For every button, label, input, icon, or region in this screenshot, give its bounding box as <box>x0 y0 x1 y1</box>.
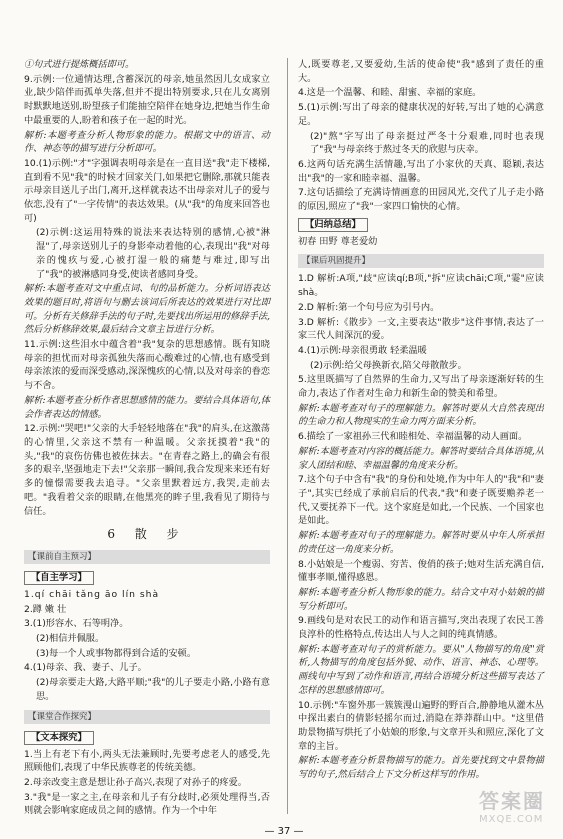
text-answer-4: 4.这是一个温馨、和睦、甜蜜、幸福的家庭。 <box>298 87 482 99</box>
practice-5: 5.这里既描写了自然界的生命力,又写出了母亲逐渐好转的生命力,表达了作者对生命力和新生命的赞美和希望。 <box>298 374 544 400</box>
text-answer-3-cont: 人,既要尊老,又要爱幼,生活的使命使"我"感到了责任的重大。 <box>298 59 544 84</box>
practice-1: 1.D 解析:A项,"歧"应读qí;B项,"拆"应读chāi;C项,"霎"应读shà。 <box>298 273 544 299</box>
answer-9: 9.示例:一位通情达理,含蓄深沉的母亲,她虽然因儿女成家立业,缺少陪伴而孤单失落,但并不提出特别要求,只在儿女离别时默默地送别,盼望孩子们能抽空陪伴在她身边,把她当作生命中最重要的人,盼着和孩子在一起的时光。 <box>24 73 270 126</box>
practice-8: 8.小姑娘是一个瘦弱、穷苦、俊俏的孩子;她对生活充满自信,懂事孝顺,懂得感恩。 <box>298 558 544 584</box>
answer-pinyin: 1.qí chāi tǎng āo lín shà <box>24 588 160 600</box>
site-watermark <box>479 785 545 825</box>
practice-9-analysis: 解析:本题考查对句子的赏析能力。要从"人物描写的角度"赏析,人物描写的角度包括外貌、动作、语言、神态、心理等。画线句中写到了动作和语言,再结合语境分析这些描写表达了怎样的思想感情即可。 <box>298 643 544 696</box>
watermark-text: 答案圈 <box>479 789 545 813</box>
section-tab-preview: 【课前自主预习】 <box>24 550 270 564</box>
analysis-10: 解析:本题考查对文中重点词、句的品析能力。分析词语表达效果的题目时,将语句与删去该词后所表达的效果进行对比即可。分析有关修辞手法的句子时,先要找出所运用的修辞手法,然后分析修辞效果,最后结合文章主旨进行分析。 <box>24 283 270 336</box>
watermark-url: MXQE.COM <box>479 814 544 825</box>
text-answer-5-1: 5.(1)示例:写出了母亲的健康状况的好转,写出了她的心满意足。 <box>298 102 544 127</box>
practice-3: 3.D 解析:《散步》一文,主要表达"散步"这件事情,表达了一家三代人间深沉的爱。 <box>298 316 544 342</box>
practice-5-analysis: 解析:本题考查对句子的理解能力。解答时要从大自然表现出的生命力和人物现实的生命力两方面来分析。 <box>298 402 544 428</box>
answer-3-2: (2)相信并佩服。 <box>36 633 105 645</box>
analysis-11: 解析:本题考查分析作者思想感情的能力。要结合具体语句,体会作者表达的情感。 <box>24 394 270 420</box>
text-answer-3: 3."我"是一家之主,在母亲和儿子有分歧时,必须处理得当,否则就会影响家庭成员之间的感情。作为一个中年 <box>24 791 270 817</box>
practice-2: 2.D 解析:第一个句号应为引号内。 <box>298 301 440 313</box>
text-answer-7: 7.这句话描绘了充满诗情画意的田园风光,交代了儿子走小路的原因,照应了"我"一家四口愉快的心情。 <box>298 187 544 213</box>
right-column <box>298 58 544 783</box>
column-divider <box>287 58 288 814</box>
section-label-self-study: 【自主学习】 <box>24 571 94 585</box>
page-content <box>24 58 544 837</box>
practice-10: 10.示例:"车窗外那一簇簇漫山遍野的野百合,静静地从灌木丛中探出素白的倩影轻摇尔而过,消隐在莽莽群山中。"这里借助景物描写烘托了小姑娘的形象,与文章开头和照应,深化了文章的主旨。 <box>298 699 544 752</box>
section-label-summary: 【归纳总结】 <box>298 218 368 232</box>
answer-characters: 2.蹲 嫩 壮 <box>24 603 67 615</box>
practice-10-analysis: 解析:本题考查分析景物描写的能力。首先要找到文中景物描写的句子,然后结合上下文分析这样写的作用。 <box>298 755 544 781</box>
answer-10-1: 10.(1)示例:"才"字强调表明母亲是在一直目送"我"走下楼梯,直到看不见"我"的时候才回家关门,如果把它删除,那就只能表示母亲目送儿子出门,离开,这样就表达不出母亲对儿子的爱与依恋,没有了"一字传情"的表达效果。(从"我"的角度来回答也可) <box>24 157 270 224</box>
practice-8-analysis: 解析:本题考查分析人物形象的能力。结合文中对小姑娘的描写分析即可。 <box>298 586 544 612</box>
left-column <box>24 58 270 819</box>
answer-12: 12.示例:"哭吧!"父亲的大手轻轻地落在"我"的肩头,在这激荡的心情里,父亲这不禁有一种温暖。父亲抚摸着"我"的头,"我"的哀伤仿佛也被佐抹去。"在青春之路上,的确会有很多的艰辛,坚强地走下去!"父亲那一瞬间,我合发现来来还有好多的憧憬需要我去追寻。"父亲里默着远方,我哭,走前去吧。"我看着父亲的眼睛,在他黑亮的眸子里,我看见了期待与信任。 <box>24 423 270 517</box>
text-answer-2: 2.母亲改变主意是想让孙子高兴,表现了对孙子的疼爱。 <box>24 776 247 788</box>
answer-4-2: (2)母亲要走大路,大路平顺;"我"的儿子要走小路,小路有意思。 <box>36 677 270 702</box>
practice-9: 9.画线句是对农民工的动作和语言描写,突出表现了农民工善良淳朴的性格特点,传达出人与人之间的纯真情感。 <box>298 615 544 641</box>
section-tab-consolidation: 【课后巩固提升】 <box>298 254 544 268</box>
text-answer-1: 1.当上有老下有小,两头无法兼顾时,先要考虑老人的感受,先照顾他们,表现了中华民族尊老的传统美德。 <box>24 748 270 774</box>
answer-11: 11.示例:这些泪水中蕴含着"我"复杂的思想感情。既有知晓母亲的担忧而对母亲孤独失落而心酸难过的心情,也有感受到母亲浓浓的爱而深受感动,深深愧疚的心情,以及对母亲的眷恋与不舍。 <box>24 339 270 392</box>
practice-4-2: (2)示例:给父母换新衣,陪父母散散步。 <box>310 359 467 371</box>
practice-6: 6.描绘了一家祖孙三代和睦相处、幸福温馨的动人画面。 <box>298 431 528 443</box>
summary-keywords: 初春 田野 尊老爱幼 <box>298 235 378 247</box>
lesson-title: 6 散 步 <box>107 527 187 542</box>
section-label-text-study: 【文本探究】 <box>24 731 94 745</box>
text-answer-6: 6.这两句话充满生活情趣,写出了小家伙的天真、聪颖,表达出"我"的一家和睦幸福、温馨。 <box>298 158 544 184</box>
answer-3-3: (3)每一个人或事物都得到合适的安顿。 <box>36 647 197 659</box>
practice-4-1: 4.(1)示例:母亲很勇敢 轻柔温暖 <box>298 344 427 356</box>
practice-7-analysis: 解析:本题考查对句子的理解能力。解答时要从中年人所承担的责任这一角度来分析。 <box>298 530 544 555</box>
answer-line: ①句式进行提炼概括即可。 <box>24 59 135 70</box>
practice-6-analysis: 解析:本题考查对内容的概括能力。解答时要结合具体语境,从家人团结和睦、幸福温馨的角度来分析。 <box>298 445 544 471</box>
analysis-9: 解析:本题考查分析人物形象的能力。根据文中的语言、动作、神态等的描写进行分析即可。 <box>24 129 270 155</box>
section-tab-classroom: 【课堂合作探究】 <box>24 710 270 724</box>
practice-7: 7.这个句子中含有"我"的身份和处境,作为中年人的"我"和"妻子",其实已经成了承前启后的代表,"我"和妻子既要赡养老一代,又要抚养下一代。这个家庭是如此,一个民族、一个国家也是如此。 <box>298 474 544 527</box>
answer-10-2: (2)示例:这运用特殊的说法来表达特别的感情,心被"淋湿"了,母亲送别儿子的身影牵动着他的心,表现出"我"对母亲的愧疚与爱,心被打湿一般的痛楚与难过,即写出了"我"的被淋感同身受,使读者感同身受。 <box>36 227 270 280</box>
answer-4-1: 4.(1)母亲、我、妻子、儿子。 <box>24 662 147 674</box>
text-answer-5-2: (2)"熬"字写出了母亲挺过严冬十分艰难,同时也表现了"我"与母亲终于熬过冬天的欣慰与庆幸。 <box>310 130 544 156</box>
answer-3-1: 3.(1)形容水、石等明净。 <box>24 618 129 630</box>
page-number: — 37 — <box>264 826 304 837</box>
